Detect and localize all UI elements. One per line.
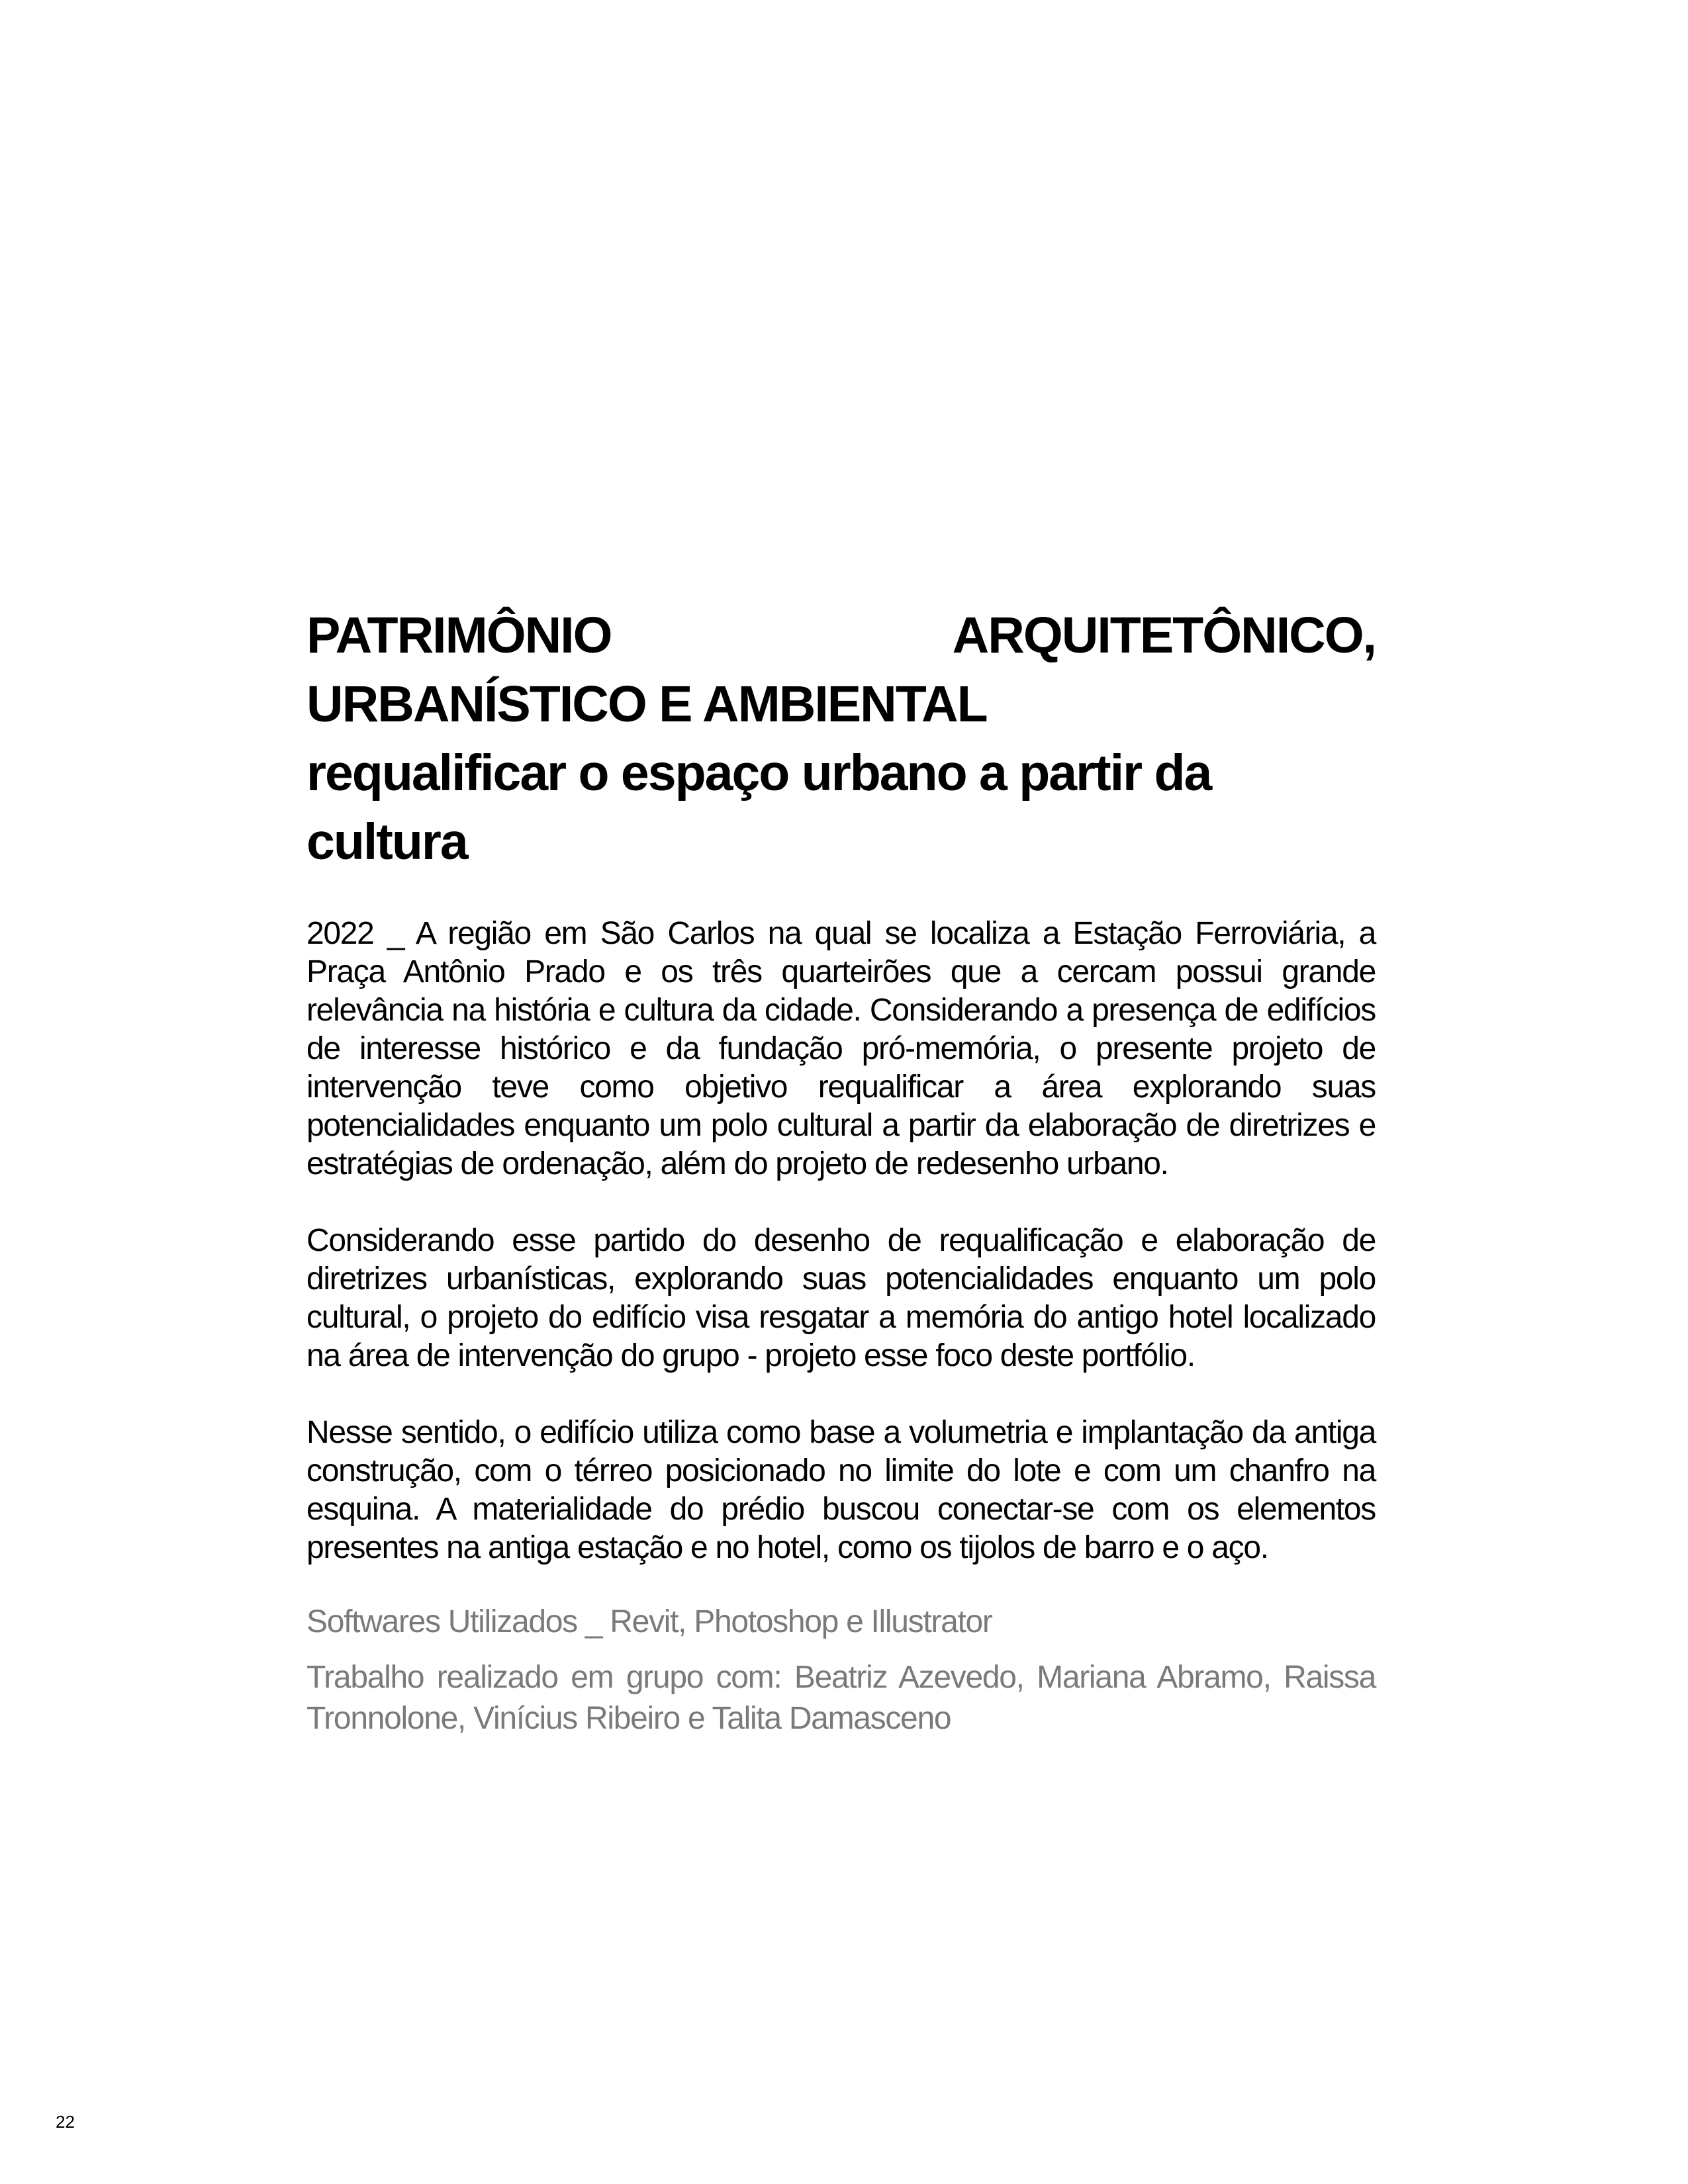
intro-paragraph: 2022 _ A região em São Carlos na qual se localiza a Estação Ferroviária, a Praça Antônio Prado e os três quarteirões que a cercam possui grande relevância na história e cultura da cidade. Considerando a presença de edifícios de interesse histórico e da fundação pró-memória, o presente projeto de intervenção teve como objetivo requalificar a área explorando suas potencialidades enquanto um polo cultural a partir da elaboração de diretrizes e estratégias de ordenação, além do projeto de redesenho urbano. bbox=[306, 916, 1376, 1181]
page-subtitle: requalificar o espaço urbano a partir da cultura bbox=[306, 745, 1211, 870]
page-title: PATRIMÔNIO ARQUITETÔNICO, URBANÍSTICO E AMBIENTAL bbox=[306, 607, 1376, 733]
materiality-paragraph: Nesse sentido, o edifício utiliza como base a volumetria e implantação da antiga construção, com o térreo posicionado no limite do lote e com um chanfro na esquina. A materialidade do prédio buscou conectar-se com os elementos presentes na antiga estação e no hotel, como os tijolos de barro e o aço. bbox=[306, 1415, 1376, 1565]
software-credits: Softwares Utilizados _ Revit, Photoshop e Illustrator bbox=[306, 1604, 992, 1639]
main-content bbox=[306, 601, 1376, 1739]
page-number: 22 bbox=[56, 2112, 75, 2132]
group-credits: Trabalho realizado em grupo com: Beatriz Azevedo, Mariana Abramo, Raissa Tronnolone, Vinícius Ribeiro e Talita Damasceno bbox=[306, 1660, 1376, 1736]
concept-paragraph: Considerando esse partido do desenho de requalificação e elaboração de diretrizes urbanísticas, explorando suas potencialidades enquanto um polo cultural, o projeto do edifício visa resgatar a memória do antigo hotel localizado na área de intervenção do grupo - projeto esse foco deste portfólio. bbox=[306, 1223, 1376, 1373]
